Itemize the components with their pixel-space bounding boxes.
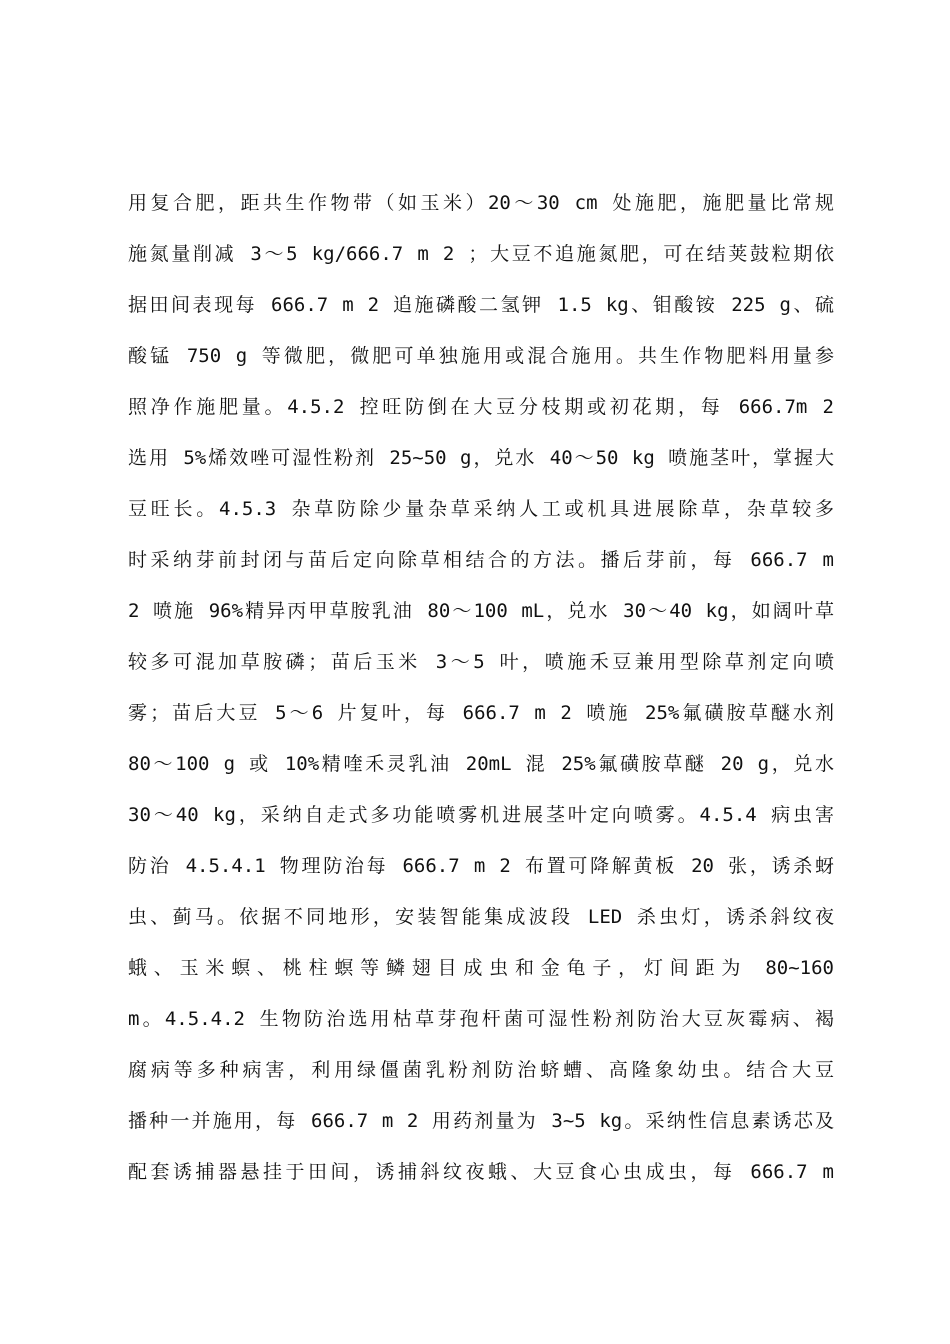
text-line: 雾；苗后大豆 5～6 片复叶，每 666.7 m 2 喷施 25%氟磺胺草醚水剂 <box>128 702 834 724</box>
text-line: 照净作施肥量。4.5.2 控旺防倒在大豆分枝期或初花期，每 666.7m 2 <box>128 396 834 418</box>
text-line: 播种一并施用，每 666.7 m 2 用药剂量为 3~5 kg。采纳性信息素诱芯及 <box>128 1110 834 1132</box>
text-line: 虫、蓟马。依据不同地形，安装智能集成波段 LED 杀虫灯，诱杀斜纹夜 <box>128 906 834 928</box>
text-line: 2 喷施 96%精异丙甲草胺乳油 80～100 mL，兑水 30～40 kg，如阔叶草 <box>128 600 834 622</box>
text-line: 用复合肥，距共生作物带（如玉米）20～30 cm 处施肥，施肥量比常规 <box>128 192 834 214</box>
text-line: 选用 5%烯效唑可湿性粉剂 25~50 g，兑水 40～50 kg 喷施茎叶，掌握大 <box>128 447 834 469</box>
text-line: 腐病等多种病害，利用绿僵菌乳粉剂防治蛴螬、高隆象幼虫。结合大豆 <box>128 1059 834 1081</box>
text-line: 豆旺长。4.5.3 杂草防除少量杂草采纳人工或机具进展除草，杂草较多 <box>128 498 834 520</box>
text-line: m。4.5.4.2 生物防治选用枯草芽孢杆菌可湿性粉剂防治大豆灰霉病、褐 <box>128 1008 834 1030</box>
text-line: 施氮量削减 3～5 kg/666.7 m 2 ；大豆不追施氮肥，可在结荚鼓粒期依 <box>128 243 834 265</box>
text-line: 较多可混加草胺磷；苗后玉米 3～5 叶，喷施禾豆兼用型除草剂定向喷 <box>128 651 834 673</box>
text-line: 时采纳芽前封闭与苗后定向除草相结合的方法。播后芽前，每 666.7 m <box>128 549 834 571</box>
text-line: 酸锰 750 g 等微肥，微肥可单独施用或混合施用。共生作物肥料用量参 <box>128 345 834 367</box>
text-line: 蛾、玉米螟、桃柱螟等鳞翅目成虫和金龟子，灯间距为 80~160 <box>128 957 834 979</box>
text-line: 80～100 g 或 10%精喹禾灵乳油 20mL 混 25%氟磺胺草醚 20 g，兑水 <box>128 753 834 775</box>
text-line: 据田间表现每 666.7 m 2 追施磷酸二氢钾 1.5 kg、钼酸铵 225 g、硫 <box>128 294 834 316</box>
text-line: 配套诱捕器悬挂于田间，诱捕斜纹夜蛾、大豆食心虫成虫，每 666.7 m <box>128 1161 834 1183</box>
text-line: 30～40 kg，采纳自走式多功能喷雾机进展茎叶定向喷雾。4.5.4 病虫害 <box>128 804 834 826</box>
text-line: 防治 4.5.4.1 物理防治每 666.7 m 2 布置可降解黄板 20 张，诱杀蚜 <box>128 855 834 877</box>
